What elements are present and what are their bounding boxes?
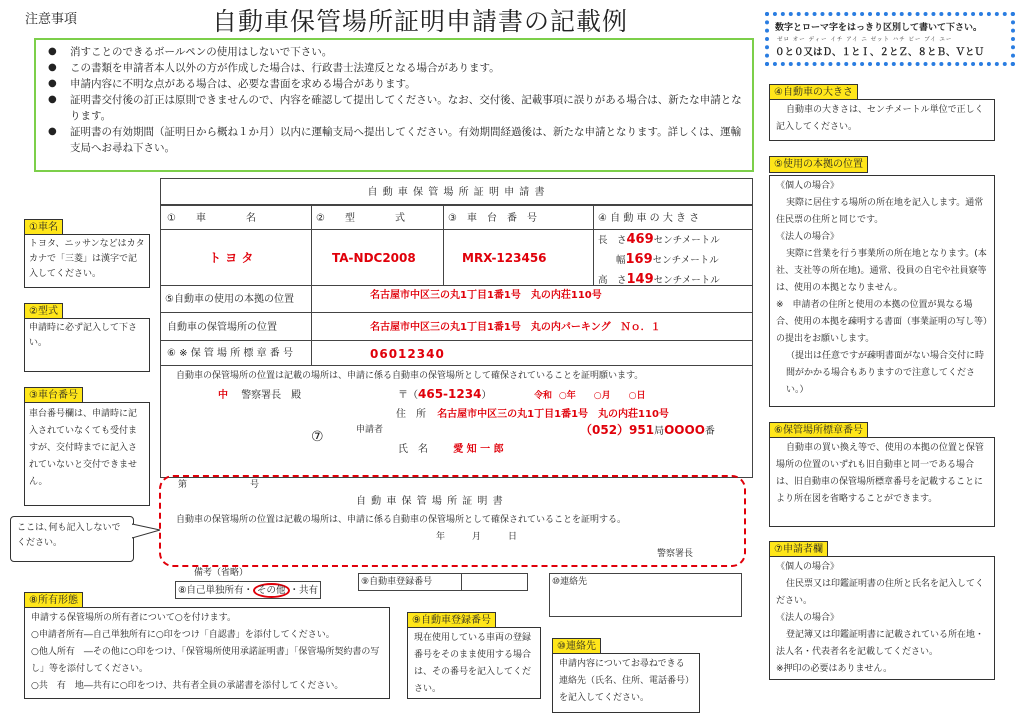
note2-box: 申請時に必ず記入して下さい。 — [24, 318, 150, 372]
row-parking-value[interactable]: 名古屋市中区三の丸1丁目1番1号 丸の内パーキング Ｎｏ．１ — [311, 312, 753, 341]
row-label-number-label: ⑥ ※ 保 管 場 所 標 章 番 号 — [160, 340, 312, 366]
note-item: ● 証明書交付後の訂正は原則できませんので、内容を確認して提出してください。なお、交付後、記載事項に誤りがある場合は、新たな申請となります。 — [40, 92, 742, 124]
row-base-label: ⑤自動車の使用の本拠の位置 — [160, 285, 312, 313]
certificate-signer: 警察署長 — [657, 549, 694, 559]
row-parking-label: 自動車の保管場所の位置 — [160, 312, 312, 341]
note-item: ● 申請内容に不明な点がある場合は、必要な書面を求める場合があります。 — [40, 76, 742, 92]
circle-7: ⑦ — [311, 429, 324, 445]
phone-value[interactable]: （052）951 — [580, 423, 655, 437]
note3-box: 車台番号欄は、申請時に記入されていなくても受付ますが、交付時までに記入されていないと交付できません。 — [24, 402, 150, 506]
police-station[interactable]: 中 — [218, 390, 228, 401]
bubble-pointer — [132, 522, 162, 542]
col-size: ④ 自 動 車 の 大 き さ — [593, 205, 753, 230]
contact-label: ⑩連絡先 — [552, 577, 588, 587]
note-item: ● この書類を申請者本人以外の方が作成した場合は、行政書士法違反となる場合があります。 — [40, 60, 742, 76]
note7-box: 《個人の場合》 住民票又は印鑑証明書の住所と氏名を記入してください。 《法人の場合》 登記簿又は印鑑証明書に記載されている所在地・法人名・代表者名を記載してください。 ※押印の必要はありません。 — [769, 556, 995, 680]
note-item: ● 消すことのできるボールペンの使用はしないで下さい。 — [40, 44, 742, 60]
form-title: 自 動 車 保 管 場 所 証 明 申 請 書 — [160, 178, 753, 205]
note3-head: ③車台番号 — [24, 387, 83, 404]
statement-text: 自動車の保管場所の位置は記載の場所は、申請に係る自動車の保管場所として確保されていることを証明願います。 — [176, 371, 644, 381]
zip-value[interactable]: 465-1234 — [418, 387, 482, 401]
note6-box: 自動車の買い換え等で、使用の本拠の位置と保管場所の位置のいずれも旧自動車と同一である場合は、旧自動車の保管場所標章番号を記載することにより所在図を省略することができます。 — [769, 437, 995, 527]
size-cell: 長 さ469センチメートル 幅169センチメートル 高 さ149センチメートル — [593, 229, 753, 286]
notice-line2: ０と０又はＤ、１とＩ、２とＺ、８とＢ、ＶとＵ — [775, 47, 985, 58]
certificate-date: 年 月 日 — [436, 532, 518, 542]
size-height[interactable]: 149 — [626, 272, 654, 287]
note4-head: ④自動車の大きさ — [769, 84, 858, 101]
note10-head: ⑩連絡先 — [552, 638, 601, 655]
police-line: 中 警察署長 殿 — [218, 390, 302, 401]
size-length[interactable]: 469 — [626, 232, 654, 247]
note8-head: ⑧所有形態 — [24, 592, 83, 609]
size-width[interactable]: 169 — [625, 252, 653, 267]
note10-box: 申請内容についてお尋ねできる連絡先（氏名、住所、電話番号）を記入してください。 — [552, 653, 700, 713]
notes-box — [34, 38, 754, 172]
note1-box: トヨタ、ニッサンなどはカタカナで「三菱」は漢字で記入してください。 — [24, 234, 150, 288]
phone-line: （052）951局OOOO番 — [580, 423, 715, 437]
certificate-text: 自動車の保管場所の位置は記載の場所は、申請に係る自動車の保管場所として確保されていることを証明する。 — [176, 515, 627, 525]
page-title: 自動車保管場所証明申請書の記載例 — [212, 7, 629, 36]
notice-line1: 数字とローマ字をはっきり区別して書いて下さい。 — [775, 23, 983, 33]
ownership-box: ⑧自己単独所有・ その他 ・共有 — [175, 581, 321, 599]
note2-head: ②型式 — [24, 303, 63, 320]
note7-head: ⑦申請者欄 — [769, 541, 828, 558]
certificate-title: 自 動 車 保 管 場 所 証 明 書 — [356, 496, 504, 507]
header-label: 注意事項 — [25, 12, 78, 27]
date-value[interactable]: ○年 ○月 ○日 — [558, 391, 646, 401]
car-name-value[interactable]: ト ヨ タ — [160, 229, 312, 286]
contact-field[interactable] — [549, 573, 742, 617]
note-item: ● 証明書の有効期間（証明日から概ね１か月）以内に運輸支局へ提出してください。有効期間経過後は、新たな申請となります。詳しくは、運輸支局へお尋ね下さい。 — [40, 124, 742, 156]
certificate-number: 第 号 — [178, 480, 260, 490]
col-chassis: ③ 車 台 番 号 — [443, 205, 594, 230]
bubble-note: ここは､何も記入しないでください。 — [10, 516, 134, 562]
date-line: 令和 ○年 ○月 ○日 — [534, 391, 646, 401]
note8-box: 申請する保管場所の所有者について○を付けます。 ○申請者所有―自己単独所有に○印をつけ「自認書」を添付してください。 ○他人所有 ―その他に○印をつけ、「保管場所使用承諾証明書」「保管場所契約書の写し」等を添付してください。 ○共 有 地―共有に○印をつけ、共有者全員の承諾書を添付してください。 — [24, 607, 390, 699]
applicant-label: 申請者 — [356, 425, 384, 435]
note9-head: ⑨自動車登録番号 — [407, 612, 496, 629]
note5-box: 《個人の場合》 実際に居住する場所の所在地を記入します。通常住民票の住所と同じです。 《法人の場合》 実際に営業を行う事業所の所在地となります。(本社、支社等の所在地)。通常、役員の自宅や社員寮等は、使用の本拠となりません。 ※ 申請者の住所と使用の本拠の位置が異なる場合、使用の本拠を疎明する書面（事業証明の写し等）の提出をお願いします。 （提出は任意ですが疎明書面がない場合交付に時間がかかる場合もありますので注意してください。） — [769, 175, 995, 407]
reg-number-field[interactable] — [358, 573, 528, 591]
name-value[interactable]: 愛 知 一 郎 — [453, 444, 504, 455]
reg-number-label: ⑨自動車登録番号 — [359, 574, 462, 590]
remarks-label: 備考（省略） — [194, 568, 249, 578]
col-car-name: ① 車 名 — [160, 205, 312, 230]
model-value[interactable]: TA-NDC2008 — [311, 229, 444, 286]
chassis-value[interactable]: MRX-123456 — [443, 229, 594, 286]
notice-box — [765, 12, 1015, 66]
row-label-number-value[interactable]: 06012340 — [311, 340, 753, 366]
note5-head: ⑤使用の本拠の位置 — [769, 156, 868, 173]
note9-box: 現在使用している車両の登録番号をそのまま使用する場合は、その番号を記入してください。 — [407, 627, 541, 699]
note6-head: ⑥保管場所標章番号 — [769, 422, 868, 439]
zip-line: 〒（465-1234） — [398, 387, 492, 401]
note4-box: 自動車の大きさは、センチメートル単位で正しく記入してください。 — [769, 99, 995, 141]
col-model: ② 型 式 — [311, 205, 444, 230]
name-line: 氏 名 愛 知 一 郎 — [398, 444, 504, 455]
ownership-other[interactable]: その他 — [253, 583, 290, 598]
address-value[interactable]: 名古屋市中区三の丸1丁目1番1号 丸の内荘110号 — [437, 409, 669, 420]
note1-head: ①車名 — [24, 219, 63, 236]
row-base-value[interactable]: 名古屋市中区三の丸1丁目1番1号 丸の内荘110号 — [311, 285, 753, 313]
address-line: 住 所 名古屋市中区三の丸1丁目1番1号 丸の内荘110号 — [396, 409, 669, 420]
notice-ruby: ゼロ オー ディー イチ アイ ニ ゼット ハチ ビー ブイ ユー — [777, 37, 953, 43]
